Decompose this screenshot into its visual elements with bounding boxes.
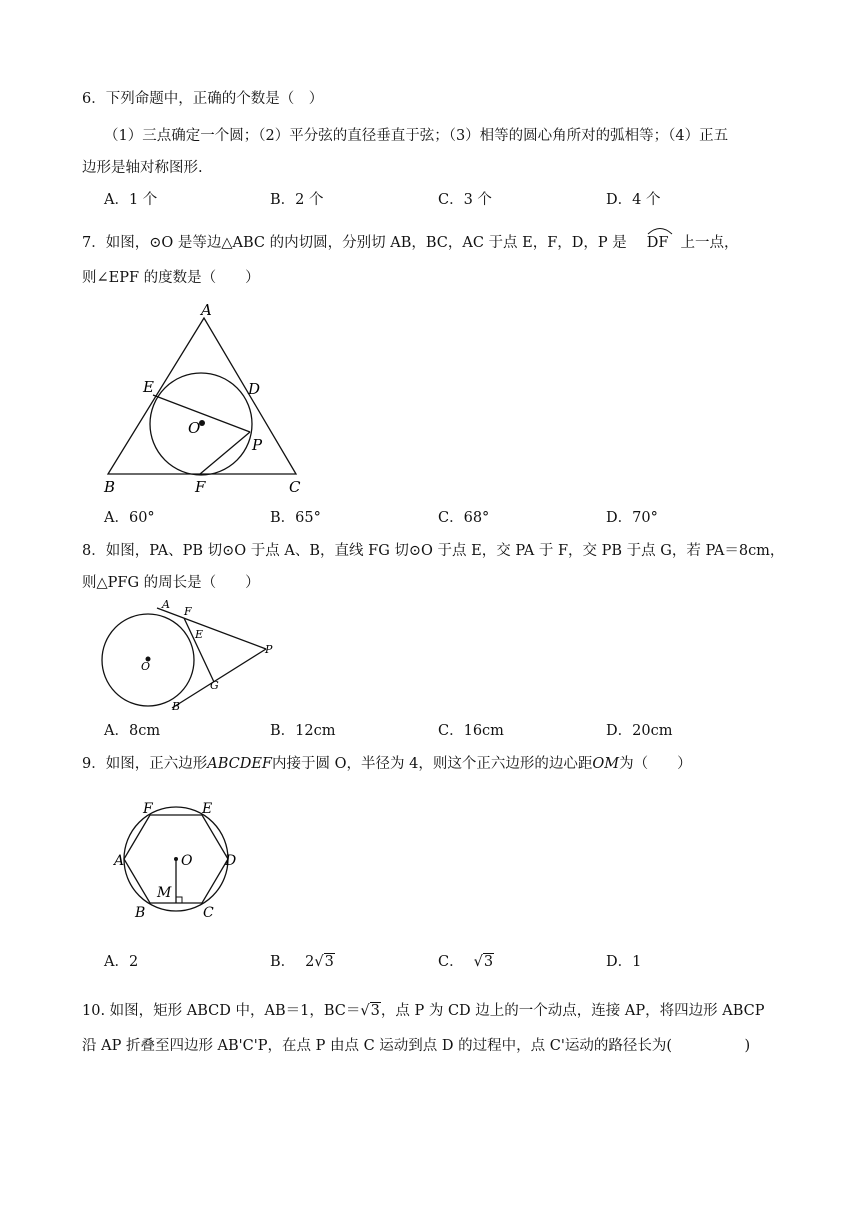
q8-label-b: B <box>172 700 181 713</box>
q8-option-c[interactable]: C．16cm <box>438 723 504 739</box>
q8-label-a: A <box>162 598 170 611</box>
q8-options <box>104 721 784 741</box>
q7-label-b: B <box>104 478 116 496</box>
q9-option-b-radicand: 3 <box>324 954 334 970</box>
q7-line2: 则∠EPF 的度数是（ ） <box>82 270 260 286</box>
sqrt-icon: √3 <box>360 1003 380 1019</box>
q9-stem-a: 9．如图，正六边形 <box>82 756 208 772</box>
q8-option-d[interactable]: D．20cm <box>606 723 673 739</box>
q9-option-b-prefix: B． <box>270 954 296 970</box>
q9-label-f: F <box>143 801 153 817</box>
q6-line1: （1）三点确定一个圆；（2）平分弦的直径垂直于弦；（3）相等的圆心角所对的弧相等；（4）正五 <box>104 128 729 144</box>
q8-label-o: O <box>141 660 151 673</box>
q7-stem-a: 7．如图，⊙O 是等边△ABC 的内切圆，分别切 AB，BC，AC 于点 E，F，D，P 是 <box>82 235 627 251</box>
q10-stem-a: 10. 如图，矩形 ABCD 中，AB＝1，BC＝ <box>82 1003 361 1019</box>
q8-label-p: P <box>265 643 273 656</box>
q10-line1 <box>82 1001 764 1021</box>
q7-arc-df <box>647 231 669 253</box>
q9-om: OM <box>592 756 620 772</box>
q7-label-f: F <box>195 478 206 496</box>
q7-stem <box>82 231 738 253</box>
q9-label-d: D <box>225 853 237 869</box>
q6-option-c[interactable]: C．3 个 <box>438 192 492 208</box>
q6-option-d[interactable]: D．4 个 <box>606 192 661 208</box>
q7-label-p: P <box>252 436 263 454</box>
q9-label-m: M <box>157 885 172 901</box>
q7-option-b[interactable]: B．65° <box>270 510 321 526</box>
q6-option-a[interactable]: A．1 个 <box>104 192 158 208</box>
q8-option-b[interactable]: B．12cm <box>270 723 336 739</box>
sqrt-icon: √3 <box>473 954 494 970</box>
q6-option-b[interactable]: B．2 个 <box>270 192 324 208</box>
q8-line2: 则△PFG 的周长是（ ） <box>82 575 260 591</box>
q9-label-o: O <box>181 853 193 869</box>
q10-radicand: 3 <box>370 1003 380 1019</box>
arc-mark-icon <box>647 225 673 235</box>
q9-option-d[interactable]: D．1 <box>606 954 642 970</box>
q9-hexagon-name: ABCDEF <box>207 756 272 772</box>
q8-figure <box>96 596 282 714</box>
q7-figure <box>100 300 310 496</box>
q9-label-e: E <box>202 801 213 817</box>
q9-option-b-coef: 2 <box>305 954 315 970</box>
q9-stem-b: 内接于圆 O，半径为 4，则这个正六边形的边心距 <box>272 756 593 772</box>
q9-stem-c: 为（ ） <box>619 756 692 772</box>
q7-option-c[interactable]: C．68° <box>438 510 490 526</box>
q9-option-c-radicand: 3 <box>483 954 494 970</box>
q9-option-c[interactable] <box>438 952 494 972</box>
q9-option-a[interactable]: A．2 <box>104 954 139 970</box>
q8-label-f: F <box>184 605 192 618</box>
q9-label-c: C <box>203 905 214 918</box>
q8-line1: 8．如图，PA、PB 切⊙O 于点 A、B，直线 FG 切⊙O 于点 E，交 PA 于 F，交 PB 于点 G，若 PA＝8cm， <box>82 543 785 559</box>
q7-options <box>104 508 784 528</box>
sqrt-icon: √3 <box>314 954 334 970</box>
q7-stem-b: 上一点， <box>680 235 739 251</box>
q7-label-a: A <box>201 301 212 319</box>
q7-label-d: D <box>248 380 261 398</box>
q9-option-b[interactable] <box>270 952 335 972</box>
q7-label-o: O <box>188 419 201 437</box>
q9-options <box>104 952 784 972</box>
q9-stem <box>82 754 692 774</box>
q6-options <box>104 190 784 210</box>
q7-option-a[interactable]: A．60° <box>104 510 155 526</box>
q9-label-a: A <box>114 853 125 869</box>
q8-label-g: G <box>210 679 219 692</box>
q9-option-c-prefix: C． <box>438 954 464 970</box>
q7-label-e: E <box>143 378 154 396</box>
q7-label-c: C <box>289 478 301 496</box>
q8-option-a[interactable]: A．8cm <box>104 723 161 739</box>
q9-label-b: B <box>135 905 146 918</box>
q7-option-d[interactable]: D．70° <box>606 510 658 526</box>
q6-stem: 6．下列命题中，正确的个数是（ ） <box>82 91 324 107</box>
q10-line2: 沿 AP 折叠至四边形 AB'C'P，在点 P 由点 C 运动到点 D 的过程中，点 C'运动的路径长为( ) <box>82 1038 751 1054</box>
q8-label-e: E <box>195 628 204 641</box>
q6-line2: 边形是轴对称图形. <box>82 160 203 176</box>
q9-figure <box>112 800 242 918</box>
q10-stem-b: ，点 P 为 CD 边上的一个动点，连接 AP，将四边形 ABCP <box>380 1003 765 1019</box>
q7-arc-label: DF <box>646 235 669 251</box>
